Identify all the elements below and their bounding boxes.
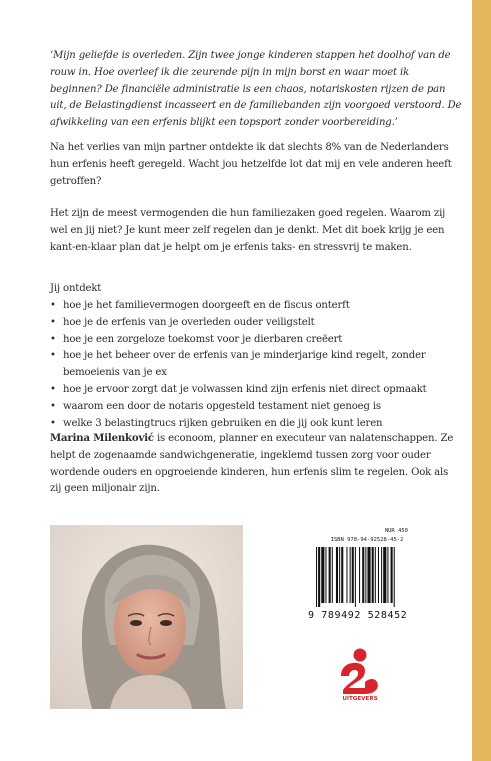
- list-item: [50, 332, 470, 349]
- bullet-icon: •: [50, 383, 56, 395]
- intro-paragraph: Na het verlies van mijn partner ontdekte ik dat slechts 8% van de Nederlanders hun erfenis heeft geregeld. Wacht jou hetzelfde lot dat mij en vele anderen heeft getroffen?: [50, 142, 452, 187]
- list-item: [50, 416, 470, 433]
- list-item: [50, 382, 470, 399]
- list-item-text: hoe je ervoor zorgt dat je volwassen kind zijn erfenis niet direct opmaakt: [63, 383, 427, 395]
- list-item-text: hoe je het beheer over de erfenis van je minderjarige kind regelt, zonder bemoeienis van je ex: [63, 350, 426, 379]
- bullet-icon: •: [50, 333, 56, 345]
- author-bio: [50, 431, 462, 498]
- nur-code: NUR 450: [384, 528, 408, 534]
- author-name: Marina Milenković: [50, 433, 154, 444]
- bullet-icon: •: [50, 350, 56, 362]
- list-item-text: hoe je het familievermogen doorgeeft en de fiscus onterft: [63, 300, 350, 311]
- ean-number: 9 789492 528452: [308, 610, 408, 621]
- bullet-icon: •: [50, 316, 56, 328]
- cover-quote: ‘Mijn geliefde is overleden. Zijn twee jonge kinderen stappen het doolhof van de rouw in. Hoe overleef ik die zeurende pijn in mijn borst en waar moet ik beginnen? De financiële administratie is een chaos, notariskosten rijzen de pan uit, de Belastingdienst incasseert en de familiebanden zijn voorgoed verstoord. De afwikkeling van een erfenis blijkt een topsport zonder voorbereiding.’: [50, 50, 462, 129]
- spine-color-strip: [472, 0, 491, 761]
- list-item-text: hoe je een zorgeloze toekomst voor je dierbaren creëert: [63, 333, 343, 345]
- list-item: [50, 315, 470, 332]
- barcode-area: [308, 528, 426, 623]
- bullet-icon: •: [50, 400, 56, 412]
- list-item-text: welke 3 belastingtrucs rijken gebruiken en die jij ook kunt leren: [63, 417, 383, 429]
- list-intro: Jij ontdekt: [50, 283, 102, 294]
- list-item: [50, 348, 470, 382]
- list-item-text: waarom een door de notaris opgesteld testament niet genoeg is: [63, 400, 381, 412]
- author-photo: [50, 525, 243, 709]
- bullet-icon: •: [50, 417, 56, 429]
- pitch-paragraph: Het zijn de meest vermogenden die hun familiezaken goed regelen. Waarom zij wel en jij niet? Je kunt meer zelf regelen dan je denkt. Met dit boek krijg je een kant-en-klaar plan dat je helpt om je erfenis taks- en stressvrij te maken.: [50, 208, 446, 253]
- author-bio-text: is econoom, planner en executeur van nalatenschappen. Ze helpt de zogenaamde sandwichgeneratie, ingeklemd tussen zorg voor ouder wordende ouders en opgroeiende kinderen, hun erfenis slim te regelen. Ook als zij geen miljonair zijn.: [50, 433, 454, 495]
- list-item: [50, 298, 470, 315]
- isbn-number: ISBN 978-94-92528-45-2: [330, 537, 404, 543]
- list-item: [50, 399, 470, 416]
- benefits-list: [50, 298, 470, 432]
- bullet-icon: •: [50, 300, 56, 311]
- list-item-text: hoe je de erfenis van je overleden ouder veiligstelt: [63, 316, 315, 328]
- publisher-name: UITGEVERS: [342, 696, 378, 702]
- barcode-icon: [316, 547, 424, 607]
